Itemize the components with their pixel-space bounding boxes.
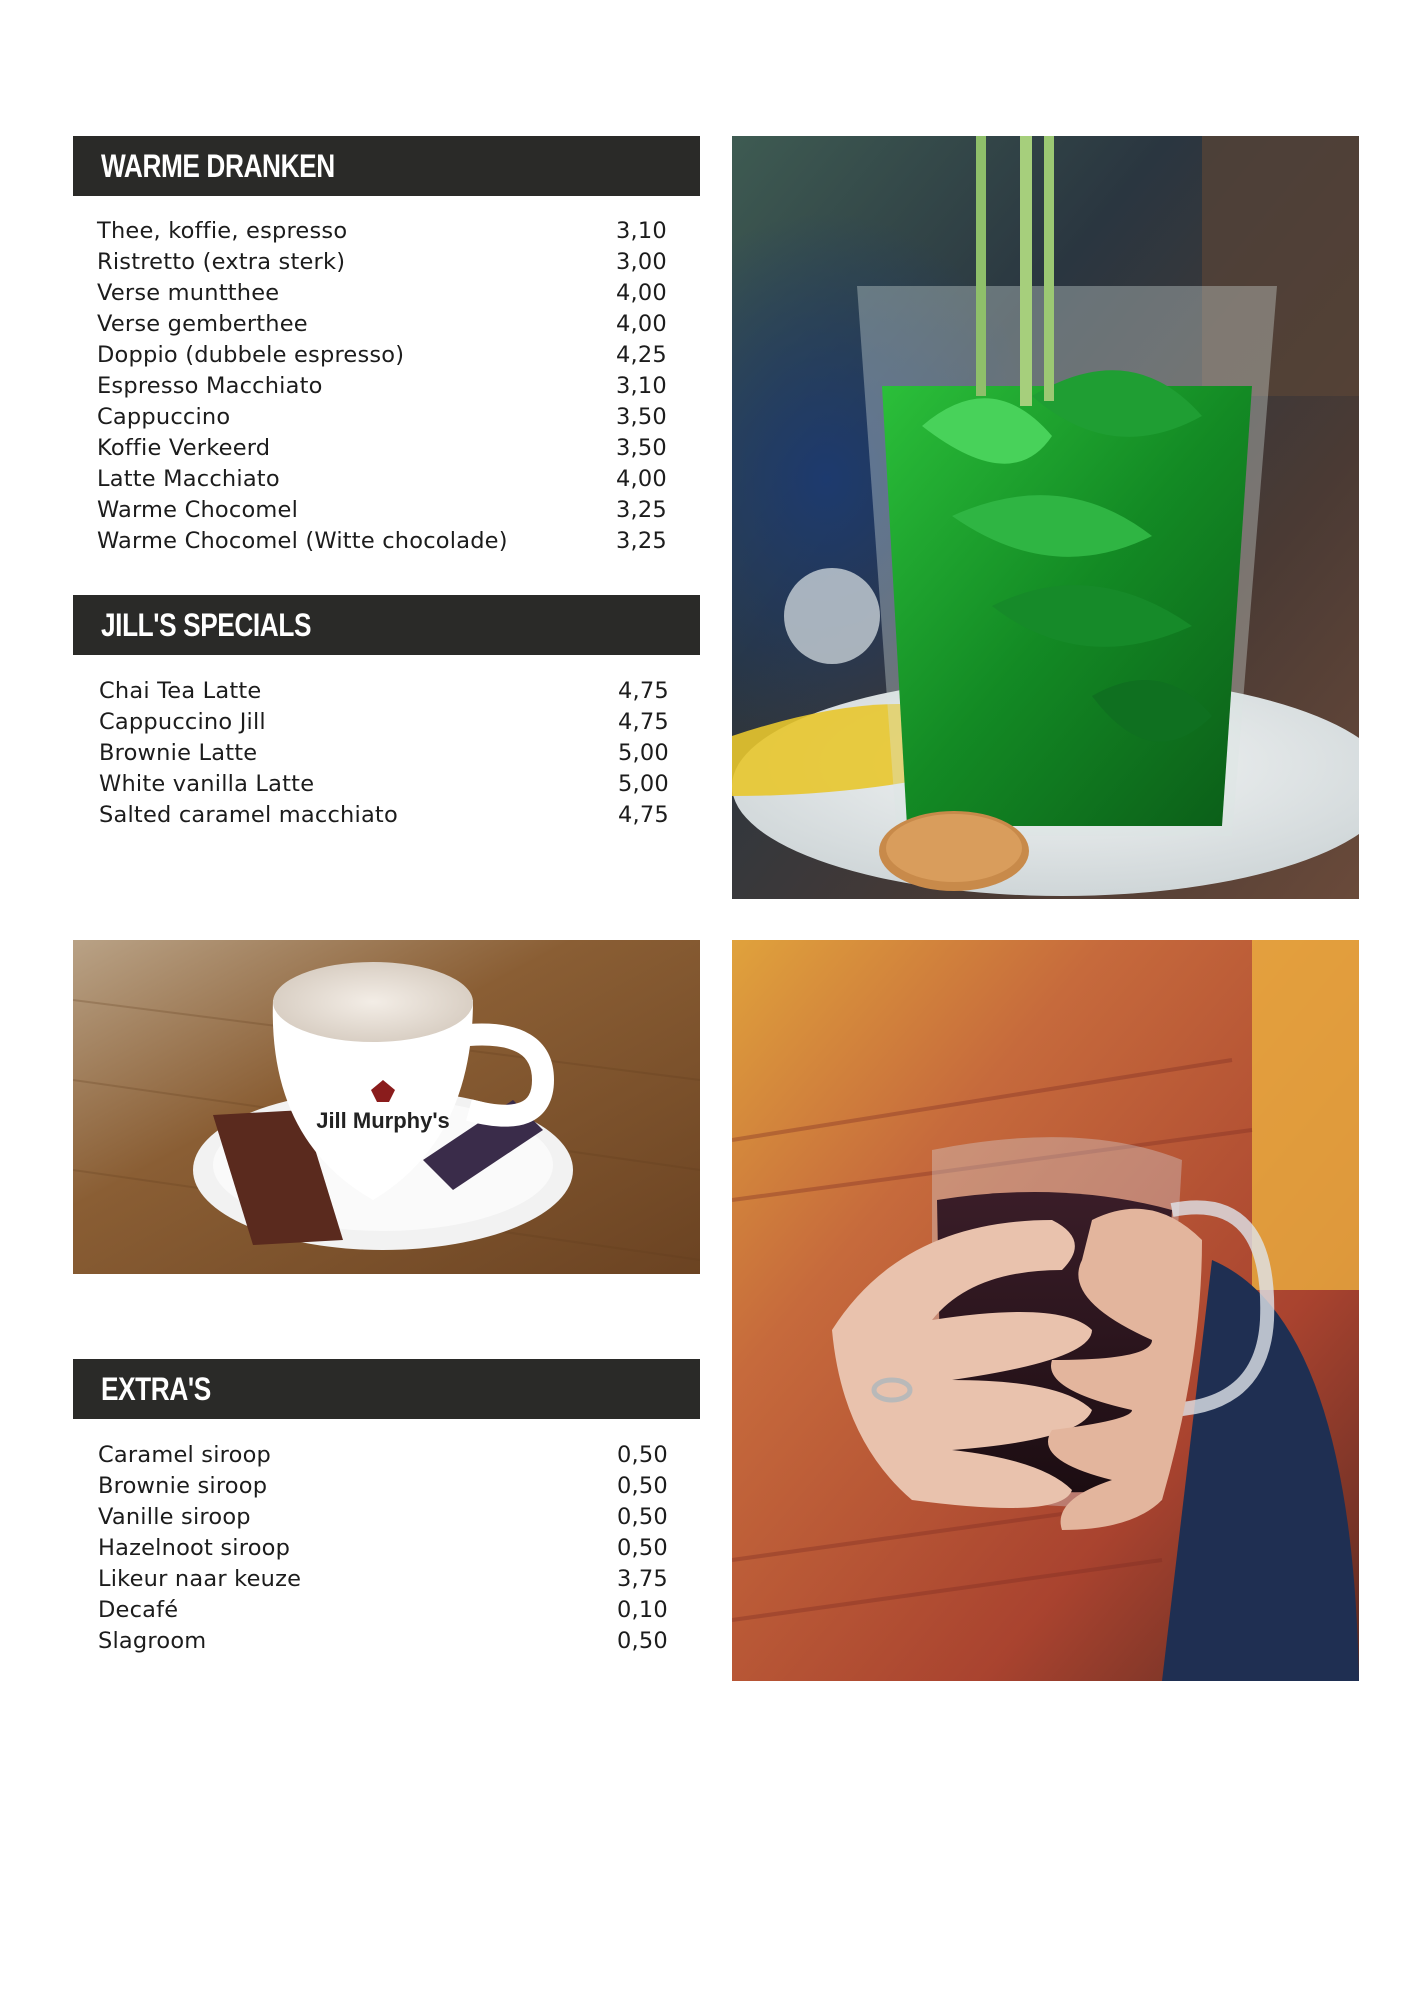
photo-mint-tea xyxy=(732,136,1359,899)
menu-item xyxy=(98,1440,678,1471)
menu-item-name: Caramel siroop xyxy=(98,1442,272,1468)
menu-item xyxy=(98,1502,678,1533)
menu-item-name: White vanilla Latte xyxy=(99,771,315,797)
menu-item-price: 5,00 xyxy=(618,740,669,766)
menu-item xyxy=(97,402,677,433)
menu-item-price: 0,50 xyxy=(617,1535,668,1561)
menu-item-price: 4,75 xyxy=(618,709,669,735)
menu-item xyxy=(97,278,677,309)
menu-item xyxy=(97,526,677,557)
menu-item-name: Espresso Macchiato xyxy=(97,373,323,399)
menu-item-price: 4,75 xyxy=(618,678,669,704)
menu-item xyxy=(98,1471,678,1502)
menu-item xyxy=(97,433,677,464)
menu-item-price: 4,00 xyxy=(616,311,667,337)
menu-item-price: 0,50 xyxy=(617,1442,668,1468)
menu-item-price: 4,00 xyxy=(616,280,667,306)
menu-item-name: Warme Chocomel (Witte chocolade) xyxy=(97,528,508,554)
menu-list-jills-specials xyxy=(99,676,679,831)
menu-list-extras xyxy=(98,1440,678,1657)
menu-item xyxy=(97,495,677,526)
menu-item-name: Verse muntthee xyxy=(97,280,280,306)
menu-item-name: Decafé xyxy=(98,1597,179,1623)
menu-item xyxy=(97,309,677,340)
menu-item-price: 3,75 xyxy=(617,1566,668,1592)
menu-item xyxy=(99,800,679,831)
section-title: WARME DRANKEN xyxy=(101,147,335,184)
menu-item-name: Cappuccino xyxy=(97,404,231,430)
menu-item-price: 3,25 xyxy=(616,497,667,523)
section-header-extras xyxy=(73,1359,700,1419)
photo-hands-tea xyxy=(732,940,1359,1681)
menu-item-price: 3,10 xyxy=(616,218,667,244)
menu-item xyxy=(97,216,677,247)
menu-item-name: Thee, koffie, espresso xyxy=(97,218,348,244)
section-header-jills-specials xyxy=(73,595,700,655)
menu-item xyxy=(98,1626,678,1657)
menu-list-warme-dranken xyxy=(97,216,677,557)
menu-item-name: Doppio (dubbele espresso) xyxy=(97,342,405,368)
menu-item-price: 0,50 xyxy=(617,1473,668,1499)
menu-item xyxy=(98,1564,678,1595)
menu-item xyxy=(99,707,679,738)
menu-item-price: 4,00 xyxy=(616,466,667,492)
menu-item xyxy=(97,340,677,371)
section-header-warme-dranken xyxy=(73,136,700,196)
hands-tea-image xyxy=(732,940,1359,1681)
menu-item xyxy=(97,464,677,495)
menu-item xyxy=(99,738,679,769)
menu-item-name: Vanille siroop xyxy=(98,1504,251,1530)
menu-item-price: 4,25 xyxy=(616,342,667,368)
menu-item-price: 4,75 xyxy=(618,802,669,828)
menu-item xyxy=(99,676,679,707)
menu-item-price: 3,10 xyxy=(616,373,667,399)
menu-item-name: Cappuccino Jill xyxy=(99,709,266,735)
menu-item-name: Salted caramel macchiato xyxy=(99,802,398,828)
menu-item-price: 5,00 xyxy=(618,771,669,797)
section-title: JILL'S SPECIALS xyxy=(101,606,312,643)
menu-item-name: Ristretto (extra sterk) xyxy=(97,249,346,275)
menu-item-name: Hazelnoot siroop xyxy=(98,1535,291,1561)
menu-item xyxy=(99,769,679,800)
menu-item-name: Slagroom xyxy=(98,1628,207,1654)
menu-item-name: Warme Chocomel xyxy=(97,497,299,523)
menu-item xyxy=(97,371,677,402)
menu-item-price: 0,50 xyxy=(617,1628,668,1654)
mint-tea-image xyxy=(732,136,1359,899)
menu-item-name: Koffie Verkeerd xyxy=(97,435,271,461)
menu-item-name: Verse gemberthee xyxy=(97,311,308,337)
menu-item-name: Brownie Latte xyxy=(99,740,258,766)
menu-item-price: 3,00 xyxy=(616,249,667,275)
menu-item-price: 0,50 xyxy=(617,1504,668,1530)
menu-item-name: Latte Macchiato xyxy=(97,466,280,492)
menu-item-name: Brownie siroop xyxy=(98,1473,268,1499)
cup-logo-text: Jill Murphy's xyxy=(316,1108,450,1133)
cappuccino-image xyxy=(73,940,700,1274)
menu-item xyxy=(98,1595,678,1626)
photo-cappuccino xyxy=(73,940,700,1274)
section-title: EXTRA'S xyxy=(101,1370,211,1407)
menu-item-name: Likeur naar keuze xyxy=(98,1566,302,1592)
menu-item-name: Chai Tea Latte xyxy=(99,678,262,704)
menu-item-price: 0,10 xyxy=(617,1597,668,1623)
menu-item-price: 3,50 xyxy=(616,435,667,461)
menu-item xyxy=(98,1533,678,1564)
menu-item-price: 3,50 xyxy=(616,404,667,430)
menu-item-price: 3,25 xyxy=(616,528,667,554)
menu-item xyxy=(97,247,677,278)
